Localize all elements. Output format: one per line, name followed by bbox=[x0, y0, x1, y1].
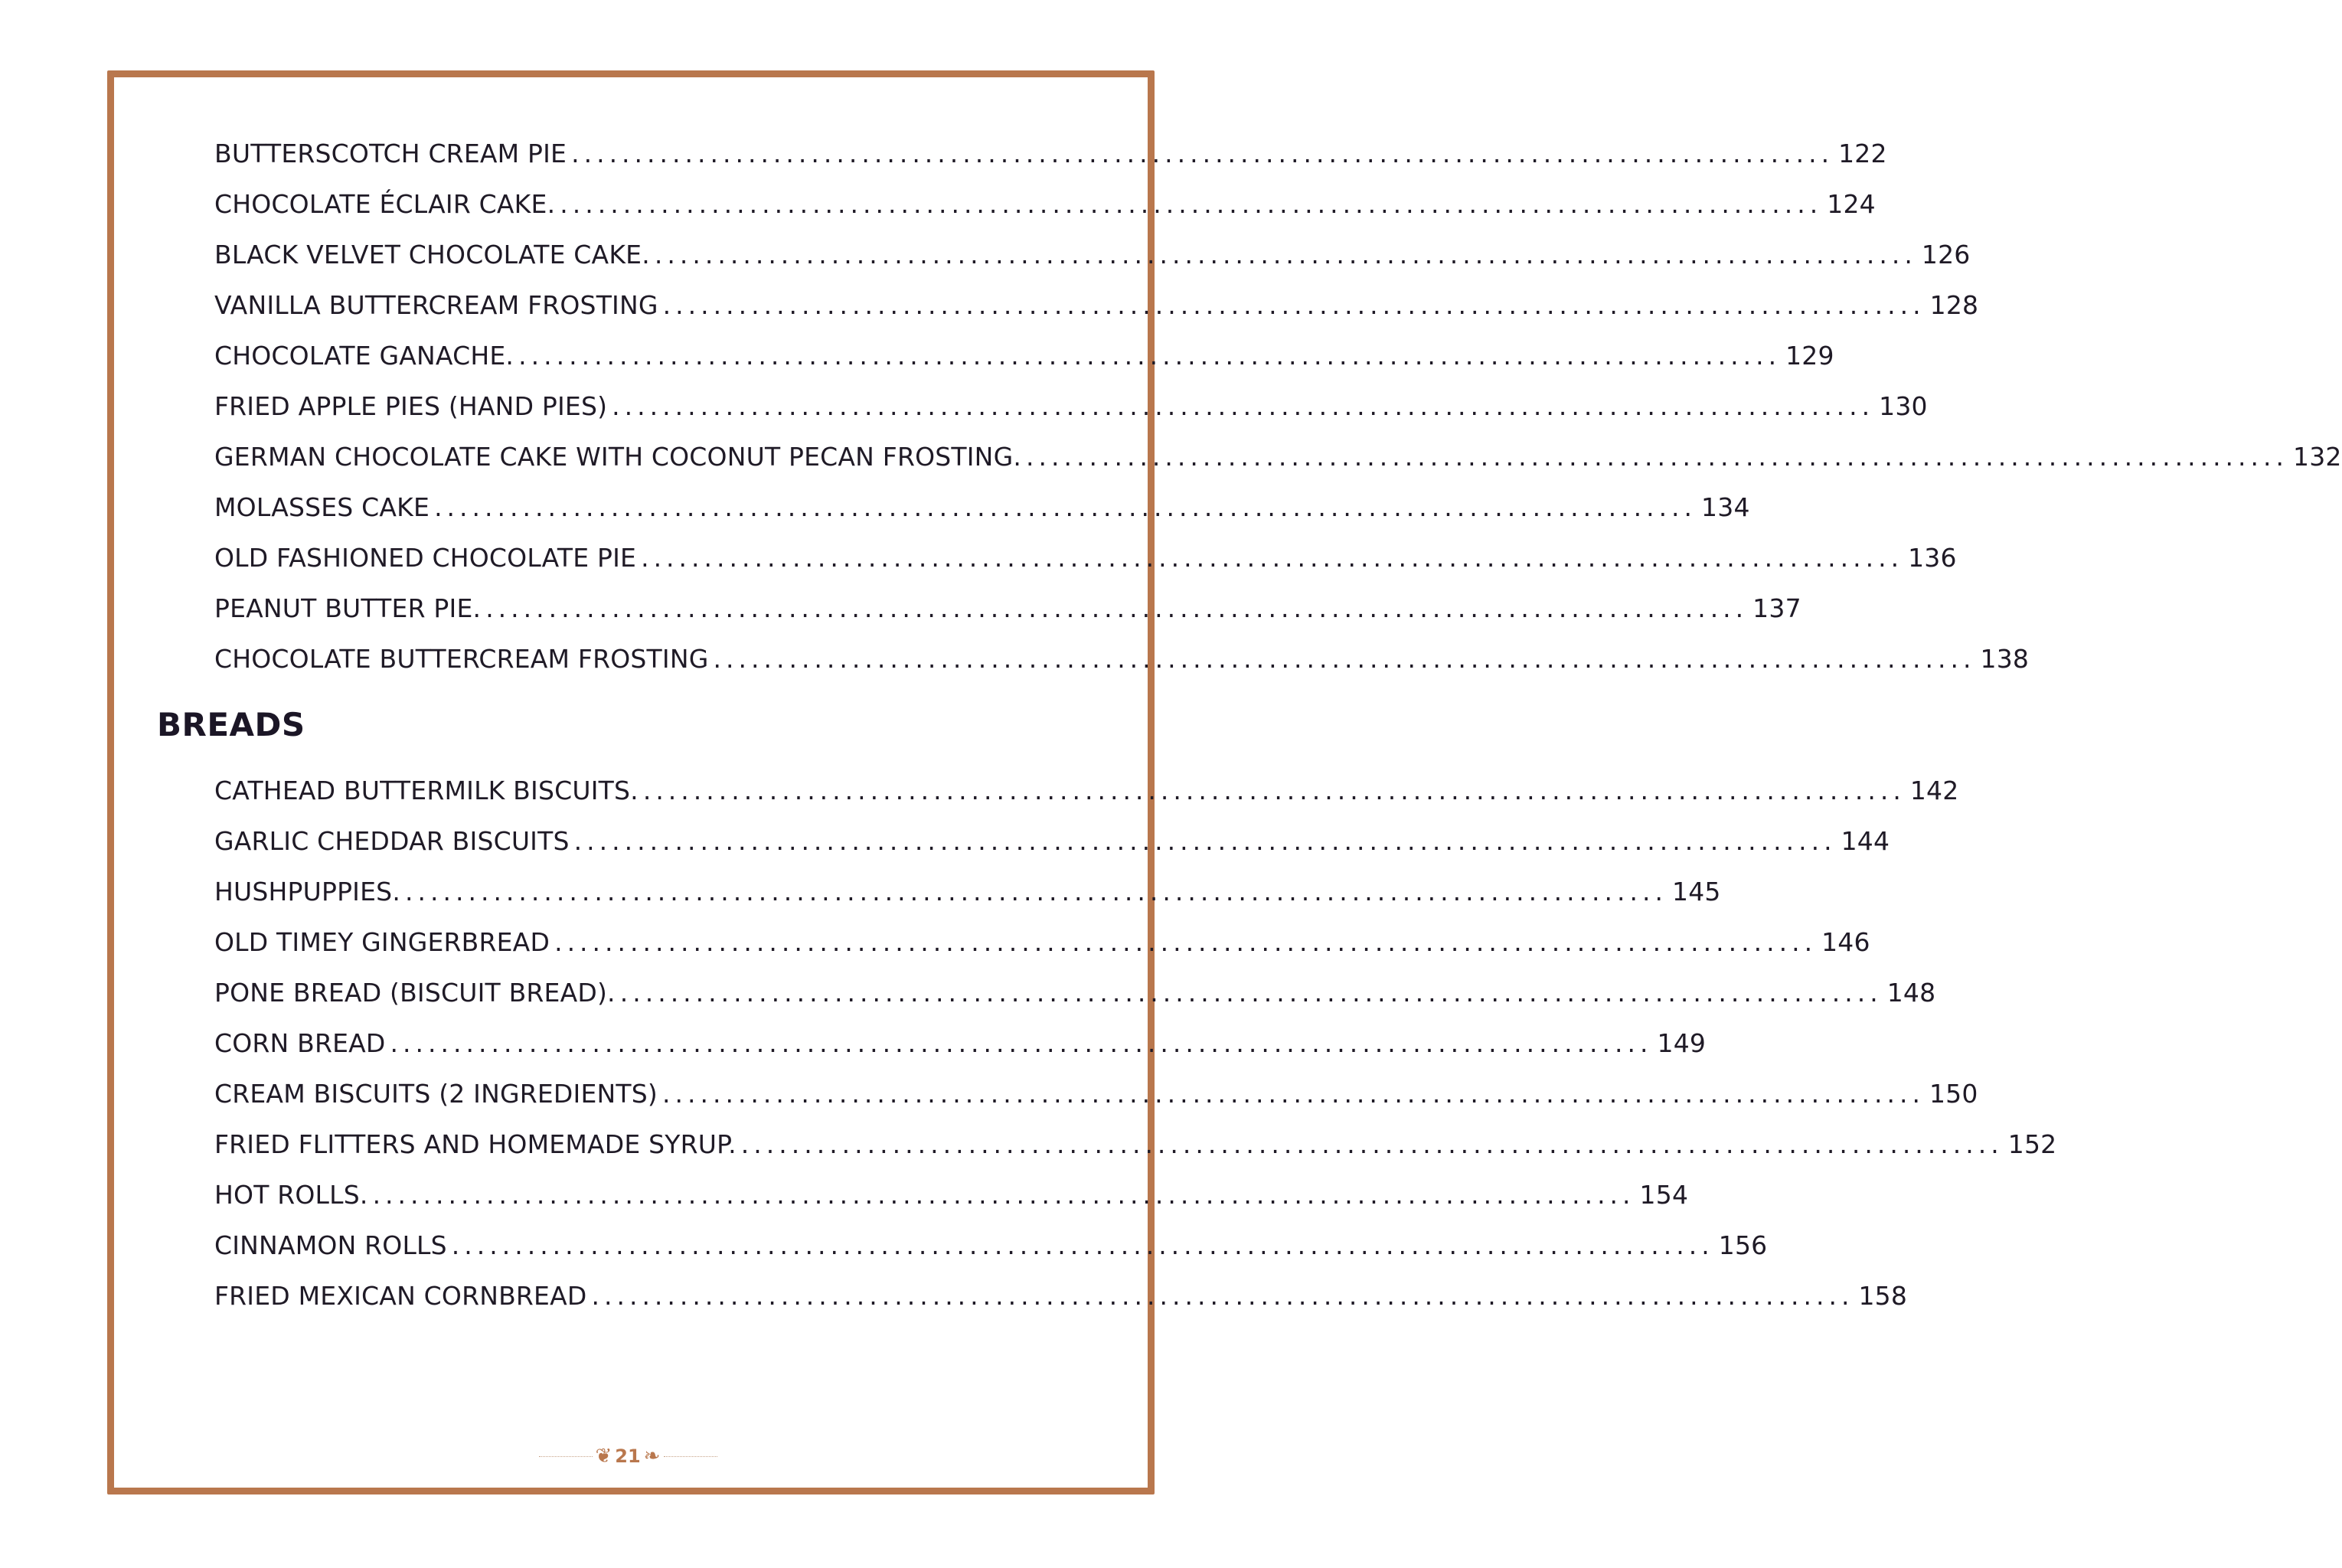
toc-entry[interactable] bbox=[214, 189, 1876, 220]
section-heading-breads: BREADS bbox=[157, 706, 305, 743]
dot-leader: .................................................................................................... bbox=[642, 776, 1906, 805]
toc-entry-page: 134 bbox=[1701, 492, 1750, 522]
toc-entry[interactable] bbox=[214, 1129, 2057, 1160]
toc-entry[interactable] bbox=[214, 492, 1750, 523]
flourish-icon: ❦ bbox=[595, 1445, 612, 1468]
dot-leader: .................................................................................................... bbox=[451, 1230, 1714, 1260]
toc-entry-title: FRIED FLITTERS AND HOMEMADE SYRUP. bbox=[214, 1129, 737, 1159]
toc-entry-page: 142 bbox=[1909, 776, 1959, 805]
toc-entry-title: FRIED APPLE PIES (HAND PIES) bbox=[214, 391, 608, 421]
toc-entry-title: CORN BREAD bbox=[214, 1028, 386, 1058]
toc-entry-page: 128 bbox=[1929, 290, 1979, 320]
toc-entry-title: CATHEAD BUTTERMILK BISCUITS. bbox=[214, 776, 639, 805]
footer-rule-left bbox=[539, 1456, 593, 1457]
dot-leader: .................................................................................................... bbox=[571, 139, 1834, 168]
dot-leader: .................................................................................................... bbox=[372, 1180, 1635, 1210]
toc-entry-page: 126 bbox=[1921, 240, 1971, 270]
toc-entry-page: 144 bbox=[1841, 826, 1890, 856]
toc-entry-page: 132 bbox=[2293, 442, 2342, 472]
toc-entry[interactable] bbox=[214, 927, 1870, 958]
toc-entry-page: 129 bbox=[1785, 341, 1834, 371]
dot-leader: .................................................................................................... bbox=[390, 1028, 1653, 1058]
toc-entry[interactable] bbox=[214, 1180, 1689, 1210]
toc-entry-page: 122 bbox=[1838, 139, 1887, 168]
toc-entry[interactable] bbox=[214, 391, 1928, 422]
dot-leader: .................................................................................................... bbox=[612, 391, 1875, 421]
dot-leader: .................................................................................................... bbox=[554, 927, 1818, 957]
page-number: 21 bbox=[615, 1446, 641, 1467]
toc-entry[interactable] bbox=[214, 543, 1957, 573]
toc-entry-title: VANILLA BUTTERCREAM FROSTING bbox=[214, 290, 658, 320]
toc-entry-page: 124 bbox=[1827, 189, 1876, 219]
toc-entry-title: HUSHPUPPIES. bbox=[214, 877, 401, 906]
toc-entry-page: 150 bbox=[1929, 1079, 1978, 1109]
dot-leader: .................................................................................................... bbox=[591, 1281, 1854, 1311]
toc-entry[interactable] bbox=[214, 341, 1834, 371]
toc-entry-title: CHOCOLATE GANACHE. bbox=[214, 341, 514, 371]
toc-entry[interactable] bbox=[214, 1281, 1908, 1312]
toc-entry-title: CREAM BISCUITS (2 INGREDIENTS) bbox=[214, 1079, 658, 1109]
toc-entry-title: PONE BREAD (BISCUIT BREAD). bbox=[214, 978, 616, 1008]
dot-leader: .................................................................................................... bbox=[573, 826, 1837, 856]
toc-entry[interactable] bbox=[214, 1230, 1768, 1261]
page-footer bbox=[536, 1441, 720, 1472]
toc-entry-title: CHOCOLATE ÉCLAIR CAKE. bbox=[214, 189, 556, 219]
toc-entry-page: 158 bbox=[1858, 1281, 1908, 1311]
toc-entry-title: CINNAMON ROLLS bbox=[214, 1230, 447, 1260]
toc-entry[interactable] bbox=[214, 776, 1959, 806]
toc-entry[interactable] bbox=[214, 593, 1801, 624]
dot-leader: .................................................................................................... bbox=[654, 240, 1917, 270]
footer-rule-right bbox=[664, 1456, 717, 1457]
toc-entry-title: BLACK VELVET CHOCOLATE CAKE. bbox=[214, 240, 650, 270]
toc-entry-title: MOLASSES CAKE bbox=[214, 492, 430, 522]
toc-entry-page: 156 bbox=[1718, 1230, 1768, 1260]
toc-entry-page: 136 bbox=[1908, 543, 1957, 573]
dot-leader: .................................................................................................... bbox=[662, 1079, 1925, 1109]
toc-entry[interactable] bbox=[214, 1028, 1707, 1059]
toc-entry[interactable] bbox=[214, 978, 1936, 1008]
toc-entry-page: 149 bbox=[1657, 1028, 1707, 1058]
toc-entry[interactable] bbox=[214, 290, 1979, 321]
toc-entry-page: 148 bbox=[1886, 978, 1936, 1008]
toc-entry-title: OLD TIMEY GINGERBREAD bbox=[214, 927, 550, 957]
toc-entry-title: OLD FASHIONED CHOCOLATE PIE bbox=[214, 543, 637, 573]
toc-entry-page: 145 bbox=[1672, 877, 1721, 906]
toc-entry-page: 137 bbox=[1752, 593, 1801, 623]
toc-entry-title: FRIED MEXICAN CORNBREAD bbox=[214, 1281, 587, 1311]
toc-entry-page: 154 bbox=[1639, 1180, 1689, 1210]
toc-entry[interactable] bbox=[214, 1079, 1978, 1109]
toc-entry-title: CHOCOLATE BUTTERCREAM FROSTING bbox=[214, 644, 709, 674]
dot-leader: .................................................................................................... bbox=[1026, 442, 2289, 472]
toc-entry[interactable] bbox=[214, 644, 2030, 675]
toc-entry[interactable] bbox=[214, 240, 1971, 270]
dot-leader: .................................................................................................... bbox=[560, 189, 1823, 219]
dot-leader: .................................................................................................... bbox=[518, 341, 1782, 371]
toc-entry-page: 130 bbox=[1879, 391, 1928, 421]
toc-entry-page: 152 bbox=[2007, 1129, 2057, 1159]
toc-entry-title: GERMAN CHOCOLATE CAKE WITH COCONUT PECAN FROSTING. bbox=[214, 442, 1022, 472]
toc-entry-title: GARLIC CHEDDAR BISCUITS bbox=[214, 826, 570, 856]
dot-leader: .................................................................................................... bbox=[662, 290, 1926, 320]
dot-leader: .................................................................................................... bbox=[740, 1129, 2004, 1159]
dot-leader: .................................................................................................... bbox=[713, 644, 1976, 674]
flourish-icon: ❧ bbox=[643, 1445, 661, 1468]
dot-leader: .................................................................................................... bbox=[619, 978, 1883, 1008]
dot-leader: .................................................................................................... bbox=[434, 492, 1697, 522]
toc-entry-page: 138 bbox=[1980, 644, 2030, 674]
toc-entry-title: BUTTERSCOTCH CREAM PIE bbox=[214, 139, 567, 168]
dot-leader: .................................................................................................... bbox=[485, 593, 1749, 623]
toc-entry-page: 146 bbox=[1821, 927, 1870, 957]
dot-leader: .................................................................................................... bbox=[405, 877, 1667, 906]
toc-entry-title: HOT ROLLS. bbox=[214, 1180, 368, 1210]
toc-entry[interactable] bbox=[214, 826, 1890, 857]
dot-leader: .................................................................................................... bbox=[641, 543, 1904, 573]
toc-entry[interactable] bbox=[214, 442, 2342, 472]
toc-entry[interactable] bbox=[214, 877, 1721, 907]
toc-entry[interactable] bbox=[214, 139, 1887, 169]
toc-entry-title: PEANUT BUTTER PIE. bbox=[214, 593, 482, 623]
